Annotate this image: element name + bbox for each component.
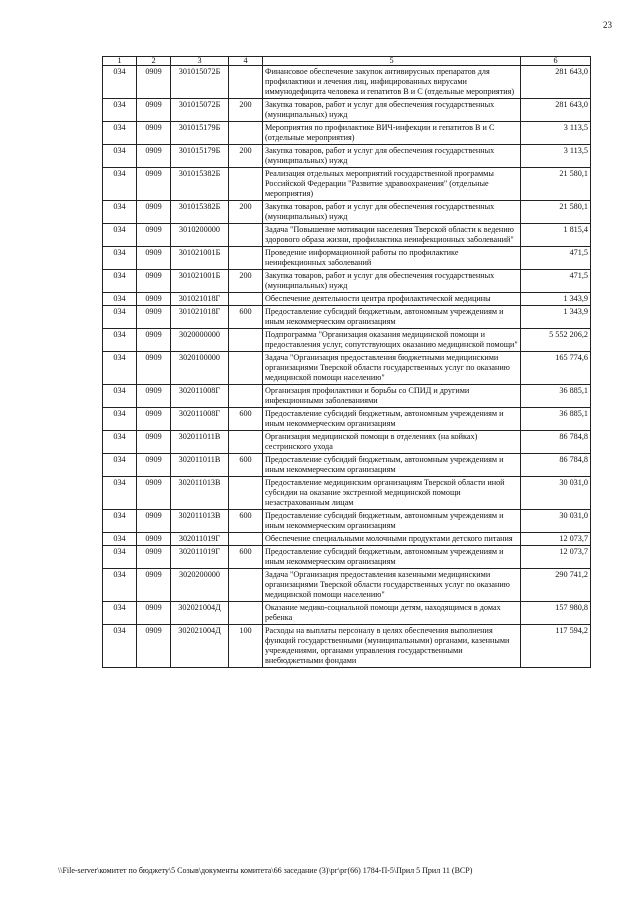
expense-type-cell (229, 329, 263, 352)
section-code-cell: 0909 (137, 510, 171, 533)
section-code-cell: 0909 (137, 569, 171, 602)
ministry-code-cell: 034 (103, 201, 137, 224)
section-code-cell: 0909 (137, 625, 171, 668)
section-code-cell: 0909 (137, 66, 171, 99)
table-row (103, 602, 591, 625)
expense-type-cell: 200 (229, 201, 263, 224)
target-article-cell: 302021004Д (171, 625, 229, 668)
description-cell: Обеспечение специальными молочными продуктами детского питания (263, 533, 521, 546)
target-article-cell: 301021001Б (171, 247, 229, 270)
column-header: 1 (103, 57, 137, 66)
ministry-code-cell: 034 (103, 546, 137, 569)
section-code-cell: 0909 (137, 477, 171, 510)
amount-cell: 12 073,7 (521, 546, 591, 569)
target-article-cell: 302011011В (171, 431, 229, 454)
table-row (103, 293, 591, 306)
target-article-cell: 301015179Б (171, 145, 229, 168)
amount-cell: 3 113,5 (521, 122, 591, 145)
ministry-code-cell: 034 (103, 431, 137, 454)
target-article-cell: 3020200000 (171, 569, 229, 602)
page-number: 23 (603, 20, 612, 30)
file-path-footer: \\File-server\комитет по бюджету\5 Созыв\документы комитета\66 заседание (3)\рг\рг(66) 1784-П-5\Прил 5 Прил 11 (ВСР) (58, 866, 473, 875)
ministry-code-cell: 034 (103, 145, 137, 168)
amount-cell: 36 885,1 (521, 385, 591, 408)
amount-cell: 117 594,2 (521, 625, 591, 668)
ministry-code-cell: 034 (103, 247, 137, 270)
amount-cell: 86 784,8 (521, 454, 591, 477)
amount-cell: 1 815,4 (521, 224, 591, 247)
amount-cell: 1 343,9 (521, 306, 591, 329)
expense-type-cell (229, 66, 263, 99)
target-article-cell: 302021004Д (171, 602, 229, 625)
description-cell: Оказание медико-социальной помощи детям, находящимся в домах ребенка (263, 602, 521, 625)
expense-type-cell (229, 477, 263, 510)
target-article-cell: 3010200000 (171, 224, 229, 247)
amount-cell: 1 343,9 (521, 293, 591, 306)
description-cell: Проведение информационной работы по профилактике неинфекционных заболеваний (263, 247, 521, 270)
table-header-row (103, 57, 591, 66)
ministry-code-cell: 034 (103, 569, 137, 602)
column-header: 3 (171, 57, 229, 66)
column-header: 4 (229, 57, 263, 66)
ministry-code-cell: 034 (103, 533, 137, 546)
expense-type-cell (229, 224, 263, 247)
table-row (103, 385, 591, 408)
description-cell: Задача "Организация предоставления казенными медицинскими организациями Тверской области государственных услуг по оказанию медицинской помощи населению" (263, 569, 521, 602)
ministry-code-cell: 034 (103, 306, 137, 329)
description-cell: Предоставление субсидий бюджетным, автономным учреждениям и иным некоммерческим организациям (263, 306, 521, 329)
table-row (103, 533, 591, 546)
expense-type-cell (229, 168, 263, 201)
expense-type-cell: 600 (229, 546, 263, 569)
section-code-cell: 0909 (137, 224, 171, 247)
amount-cell: 281 643,0 (521, 99, 591, 122)
target-article-cell: 302011019Г (171, 533, 229, 546)
table-row (103, 477, 591, 510)
expense-type-cell (229, 431, 263, 454)
expense-type-cell (229, 385, 263, 408)
table-row (103, 224, 591, 247)
ministry-code-cell: 034 (103, 510, 137, 533)
ministry-code-cell: 034 (103, 352, 137, 385)
column-header: 6 (521, 57, 591, 66)
target-article-cell: 302011019Г (171, 546, 229, 569)
expense-type-cell: 600 (229, 454, 263, 477)
target-article-cell: 302011008Г (171, 385, 229, 408)
ministry-code-cell: 034 (103, 66, 137, 99)
ministry-code-cell: 034 (103, 454, 137, 477)
expense-type-cell: 600 (229, 306, 263, 329)
description-cell: Подпрограмма "Организация оказания медицинской помощи и предоставления услуг, сопутствующих оказанию медицинской помощи" (263, 329, 521, 352)
target-article-cell: 301015382Б (171, 201, 229, 224)
table-row (103, 247, 591, 270)
table-row (103, 306, 591, 329)
expense-type-cell: 200 (229, 270, 263, 293)
expense-type-cell (229, 352, 263, 385)
budget-table (102, 56, 591, 668)
expense-type-cell (229, 533, 263, 546)
description-cell: Предоставление субсидий бюджетным, автономным учреждениям и иным некоммерческим организациям (263, 546, 521, 569)
table-row (103, 546, 591, 569)
section-code-cell: 0909 (137, 293, 171, 306)
amount-cell: 36 885,1 (521, 408, 591, 431)
table-row (103, 408, 591, 431)
amount-cell: 30 031,0 (521, 510, 591, 533)
target-article-cell: 3020000000 (171, 329, 229, 352)
section-code-cell: 0909 (137, 352, 171, 385)
amount-cell: 290 741,2 (521, 569, 591, 602)
table-row (103, 122, 591, 145)
ministry-code-cell: 034 (103, 408, 137, 431)
ministry-code-cell: 034 (103, 477, 137, 510)
target-article-cell: 302011013В (171, 477, 229, 510)
section-code-cell: 0909 (137, 385, 171, 408)
target-article-cell: 301015072Б (171, 99, 229, 122)
description-cell: Предоставление медицинским организациям Тверской области иной субсидии на оказание экстренной медицинской помощи незастрахованным лицам (263, 477, 521, 510)
ministry-code-cell: 034 (103, 293, 137, 306)
section-code-cell: 0909 (137, 201, 171, 224)
amount-cell: 21 580,1 (521, 201, 591, 224)
description-cell: Закупка товаров, работ и услуг для обеспечения государственных (муниципальных) нужд (263, 99, 521, 122)
description-cell: Закупка товаров, работ и услуг для обеспечения государственных (муниципальных) нужд (263, 145, 521, 168)
description-cell: Расходы на выплаты персоналу в целях обеспечения выполнения функций государственными (муниципальными) органами, казенными учреждениями, органами управления государственными внебюджетными фондами (263, 625, 521, 668)
table-row (103, 569, 591, 602)
amount-cell: 30 031,0 (521, 477, 591, 510)
amount-cell: 281 643,0 (521, 66, 591, 99)
expense-type-cell (229, 569, 263, 602)
ministry-code-cell: 034 (103, 99, 137, 122)
description-cell: Предоставление субсидий бюджетным, автономным учреждениям и иным некоммерческим организациям (263, 408, 521, 431)
target-article-cell: 302011013В (171, 510, 229, 533)
table-row (103, 66, 591, 99)
description-cell: Организация медицинской помощи в отделениях (на койках) сестринского ухода (263, 431, 521, 454)
amount-cell: 5 552 206,2 (521, 329, 591, 352)
description-cell: Закупка товаров, работ и услуг для обеспечения государственных (муниципальных) нужд (263, 270, 521, 293)
target-article-cell: 302011011В (171, 454, 229, 477)
expense-type-cell: 200 (229, 145, 263, 168)
description-cell: Закупка товаров, работ и услуг для обеспечения государственных (муниципальных) нужд (263, 201, 521, 224)
column-header: 5 (263, 57, 521, 66)
target-article-cell: 301021018Г (171, 293, 229, 306)
target-article-cell: 3020100000 (171, 352, 229, 385)
section-code-cell: 0909 (137, 602, 171, 625)
ministry-code-cell: 034 (103, 625, 137, 668)
column-header: 2 (137, 57, 171, 66)
expense-type-cell (229, 247, 263, 270)
table-row (103, 431, 591, 454)
amount-cell: 12 073,7 (521, 533, 591, 546)
section-code-cell: 0909 (137, 145, 171, 168)
section-code-cell: 0909 (137, 168, 171, 201)
expense-type-cell: 200 (229, 99, 263, 122)
amount-cell: 86 784,8 (521, 431, 591, 454)
table-row (103, 145, 591, 168)
expense-type-cell (229, 122, 263, 145)
section-code-cell: 0909 (137, 329, 171, 352)
expense-type-cell: 600 (229, 510, 263, 533)
target-article-cell: 301015382Б (171, 168, 229, 201)
table-body (103, 66, 591, 668)
section-code-cell: 0909 (137, 431, 171, 454)
amount-cell: 157 980,8 (521, 602, 591, 625)
table-row (103, 625, 591, 668)
section-code-cell: 0909 (137, 306, 171, 329)
ministry-code-cell: 034 (103, 329, 137, 352)
table-row (103, 168, 591, 201)
description-cell: Организация профилактики и борьбы со СПИД и другими инфекционными заболеваниями (263, 385, 521, 408)
table-row (103, 270, 591, 293)
target-article-cell: 302011008Г (171, 408, 229, 431)
description-cell: Задача "Организация предоставления бюджетными медицинскими организациями Тверской области государственных услуг по оказанию медицинской помощи населению" (263, 352, 521, 385)
table-row (103, 352, 591, 385)
description-cell: Мероприятия по профилактике ВИЧ-инфекции и гепатитов В и С (отдельные мероприятия) (263, 122, 521, 145)
table-row (103, 329, 591, 352)
table-row (103, 454, 591, 477)
description-cell: Предоставление субсидий бюджетным, автономным учреждениям и иным некоммерческим организациям (263, 454, 521, 477)
description-cell: Реализация отдельных мероприятий государственной программы Российской Федерации "Развитие здравоохранения" (отдельные мероприятия) (263, 168, 521, 201)
description-cell: Финансовое обеспечение закупок антивирусных препаратов для профилактики и лечения лиц, инфицированных вирусами иммунодефицита человека и гепатитов В и С (отдельные мероприятия) (263, 66, 521, 99)
expense-type-cell: 100 (229, 625, 263, 668)
amount-cell: 3 113,5 (521, 145, 591, 168)
expense-type-cell (229, 602, 263, 625)
section-code-cell: 0909 (137, 454, 171, 477)
amount-cell: 165 774,6 (521, 352, 591, 385)
ministry-code-cell: 034 (103, 602, 137, 625)
ministry-code-cell: 034 (103, 168, 137, 201)
description-cell: Предоставление субсидий бюджетным, автономным учреждениям и иным некоммерческим организациям (263, 510, 521, 533)
amount-cell: 21 580,1 (521, 168, 591, 201)
amount-cell: 471,5 (521, 270, 591, 293)
section-code-cell: 0909 (137, 247, 171, 270)
expense-type-cell: 600 (229, 408, 263, 431)
target-article-cell: 301015072Б (171, 66, 229, 99)
ministry-code-cell: 034 (103, 385, 137, 408)
description-cell: Задача "Повышение мотивации населения Тверской области к ведению здорового образа жизни, профилактика неинфекционных заболеваний" (263, 224, 521, 247)
ministry-code-cell: 034 (103, 224, 137, 247)
section-code-cell: 0909 (137, 99, 171, 122)
target-article-cell: 301021018Г (171, 306, 229, 329)
section-code-cell: 0909 (137, 270, 171, 293)
ministry-code-cell: 034 (103, 270, 137, 293)
target-article-cell: 301015179Б (171, 122, 229, 145)
table-row (103, 201, 591, 224)
section-code-cell: 0909 (137, 533, 171, 546)
table-row (103, 99, 591, 122)
amount-cell: 471,5 (521, 247, 591, 270)
target-article-cell: 301021001Б (171, 270, 229, 293)
expense-type-cell (229, 293, 263, 306)
section-code-cell: 0909 (137, 408, 171, 431)
section-code-cell: 0909 (137, 546, 171, 569)
table-row (103, 510, 591, 533)
description-cell: Обеспечение деятельности центра профилактической медицины (263, 293, 521, 306)
section-code-cell: 0909 (137, 122, 171, 145)
ministry-code-cell: 034 (103, 122, 137, 145)
